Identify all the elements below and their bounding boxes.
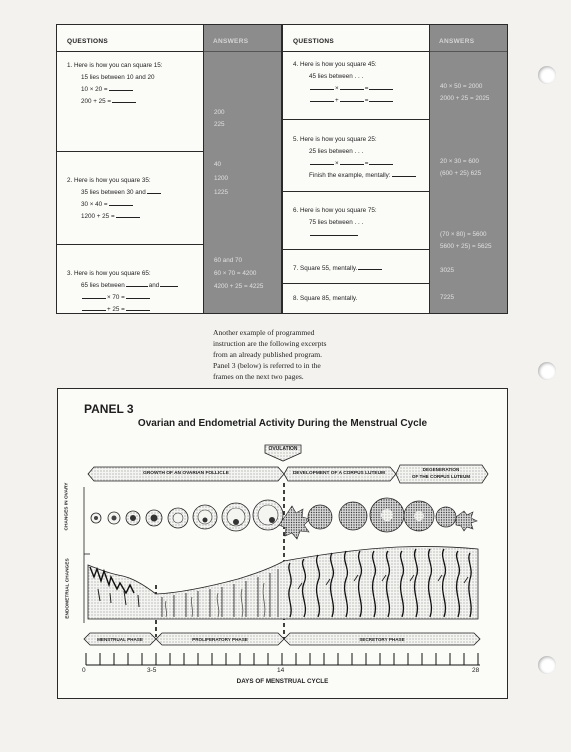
question-2 (57, 152, 203, 245)
answers-column (203, 25, 282, 313)
question-title: 2. Here is how you square 35: (67, 177, 151, 184)
question-line: + = (309, 97, 394, 104)
answer-text: 225 (214, 121, 225, 128)
answer-text: 60 × 70 = 4200 (214, 270, 257, 277)
question-title: 3. Here is how you square 65: (67, 270, 151, 277)
question-title: 7. Square 55, mentally. (293, 265, 383, 272)
tick-label-14: 14 (277, 667, 285, 674)
answer-blank (82, 298, 106, 299)
question-line: Finish the example, mentally: (309, 172, 417, 179)
answer-text: 60 and 70 (214, 257, 243, 264)
question-title: 8. Square 85, mentally. (293, 295, 358, 302)
answer-text: 4200 + 25 = 4225 (214, 283, 264, 290)
question-line (309, 231, 359, 238)
answer-blank (392, 176, 416, 177)
intro-paragraph (213, 327, 363, 382)
question-title: 1. Here is how you can square 15: (67, 62, 163, 69)
answer-blank (369, 101, 393, 102)
question-line: 30 × 40 = (81, 201, 134, 208)
answer-text: 40 × 50 = 2000 (440, 83, 483, 90)
answer-blank (340, 101, 364, 102)
answer-text: 40 (214, 161, 222, 168)
question-4 (283, 52, 429, 120)
panel-title: Ovarian and Endometrial Activity During the Menstrual Cycle (137, 418, 428, 429)
answer-text: 200 (214, 109, 225, 116)
days-axis (86, 653, 480, 665)
degeneration-label-2: OF THE CORPUS LUTEUM (411, 474, 471, 479)
ovulation-label: OVULATION (268, 446, 298, 452)
questions-column (283, 25, 429, 313)
answer-blank (340, 89, 364, 90)
answer-blank (310, 89, 334, 90)
tick-label-28: 28 (472, 667, 480, 674)
proliferatory-phase-label: PROLIFERATORY PHASE (192, 637, 248, 642)
answer-text: 20 × 30 = 600 (440, 158, 479, 165)
question-7 (283, 250, 429, 284)
answer-text: 1200 (214, 175, 229, 182)
answer-blank (126, 298, 150, 299)
answer-blank (109, 90, 133, 91)
questions-header: QUESTIONS (57, 25, 203, 52)
answer-text: 2000 + 25 = 2025 (440, 95, 490, 102)
question-line: × = (309, 85, 394, 92)
answer-text: (600 + 25) 625 (440, 170, 482, 177)
question-line: 65 lies between and (81, 282, 179, 289)
tick-label-0: 0 (82, 667, 86, 674)
question-5 (283, 120, 429, 192)
paragraph-line: Another example of programmed (213, 328, 315, 337)
answer-blank (369, 164, 393, 165)
paragraph-line: Panel 3 (below) is referred to in the (213, 361, 321, 370)
question-line: 10 × 20 = (81, 86, 134, 93)
question-1 (57, 52, 203, 152)
paragraph-line: instruction are the following excerpts (213, 339, 327, 348)
tick-label-3-5: 3-5 (147, 667, 157, 674)
answer-blank (126, 310, 150, 311)
binder-hole-top (538, 66, 556, 84)
question-title: 4. Here is how you square 45: (293, 61, 377, 68)
answer-text: 1225 (214, 189, 229, 196)
question-line: 15 lies between 10 and 20 (81, 74, 155, 81)
follicle-phase-label: GROWTH OF AN OVARIAN FOLLICLE (143, 471, 229, 476)
answer-blank (126, 286, 148, 287)
x-axis-title: DAYS OF MENSTRUAL CYCLE (236, 678, 329, 685)
answer-blank (358, 269, 382, 270)
question-line: 45 lies between . . . (309, 73, 364, 80)
answer-blank (340, 164, 364, 165)
answer-text: 5600 + 25) = 5625 (440, 243, 492, 250)
degeneration-label-1: DEGENERATION (422, 467, 460, 472)
paragraph-line: frames on the next two pages. (213, 372, 304, 381)
answers-header: ANSWERS (204, 25, 282, 52)
luteum-phase-label: DEVELOPMENT OF A CORPUS LUTEUM (292, 471, 386, 476)
question-line: 25 lies between . . . (309, 148, 364, 155)
panel-label: PANEL 3 (84, 402, 134, 416)
questions-table-right (282, 24, 508, 314)
question-8 (283, 284, 429, 314)
question-title: 6. Here is how you square 75: (293, 207, 377, 214)
question-line: 35 lies between 30 and (81, 189, 162, 196)
answer-text: 3025 (440, 267, 455, 274)
answer-blank (310, 164, 334, 165)
panel-3-figure (57, 388, 508, 699)
question-title: 5. Here is how you square 25: (293, 136, 377, 143)
question-line: × = (309, 160, 394, 167)
answer-text: (70 × 80) = 5600 (440, 231, 487, 238)
question-line: + 25 = (81, 306, 151, 313)
answers-column (429, 25, 508, 313)
questions-column (57, 25, 203, 313)
binder-hole-middle (538, 362, 556, 380)
answer-blank (112, 102, 136, 103)
questions-table-left (56, 24, 282, 314)
answer-text: 7225 (440, 294, 455, 301)
questions-header: QUESTIONS (283, 25, 429, 52)
question-6 (283, 192, 429, 250)
answer-blank (147, 193, 161, 194)
secretory-phase-label: SECRETORY PHASE (359, 637, 405, 642)
question-line: 200 + 25 = (81, 98, 137, 105)
endometrial-axis-label: ENDOMETRIAL CHANGES (65, 558, 71, 619)
answer-blank (109, 205, 133, 206)
binder-hole-bottom (538, 656, 556, 674)
answer-blank (369, 89, 393, 90)
answer-blank (310, 101, 334, 102)
answer-blank (310, 235, 358, 236)
answer-blank (82, 310, 106, 311)
menstrual-cycle-diagram (58, 389, 507, 698)
question-line: × 70 = (81, 294, 151, 301)
ovary-axis-label: CHANGES IN OVARY (64, 482, 70, 531)
question-line: 1200 + 25 = (81, 213, 141, 220)
answers-header: ANSWERS (430, 25, 508, 52)
answer-blank (160, 286, 178, 287)
endometrial-lining (88, 547, 478, 619)
menstrual-phase-label: MENSTRUAL PHASE (97, 637, 143, 642)
question-line: 75 lies between . . . (309, 219, 364, 226)
paragraph-line: from an already published program. (213, 350, 323, 359)
answer-blank (116, 217, 140, 218)
question-3 (57, 245, 203, 314)
